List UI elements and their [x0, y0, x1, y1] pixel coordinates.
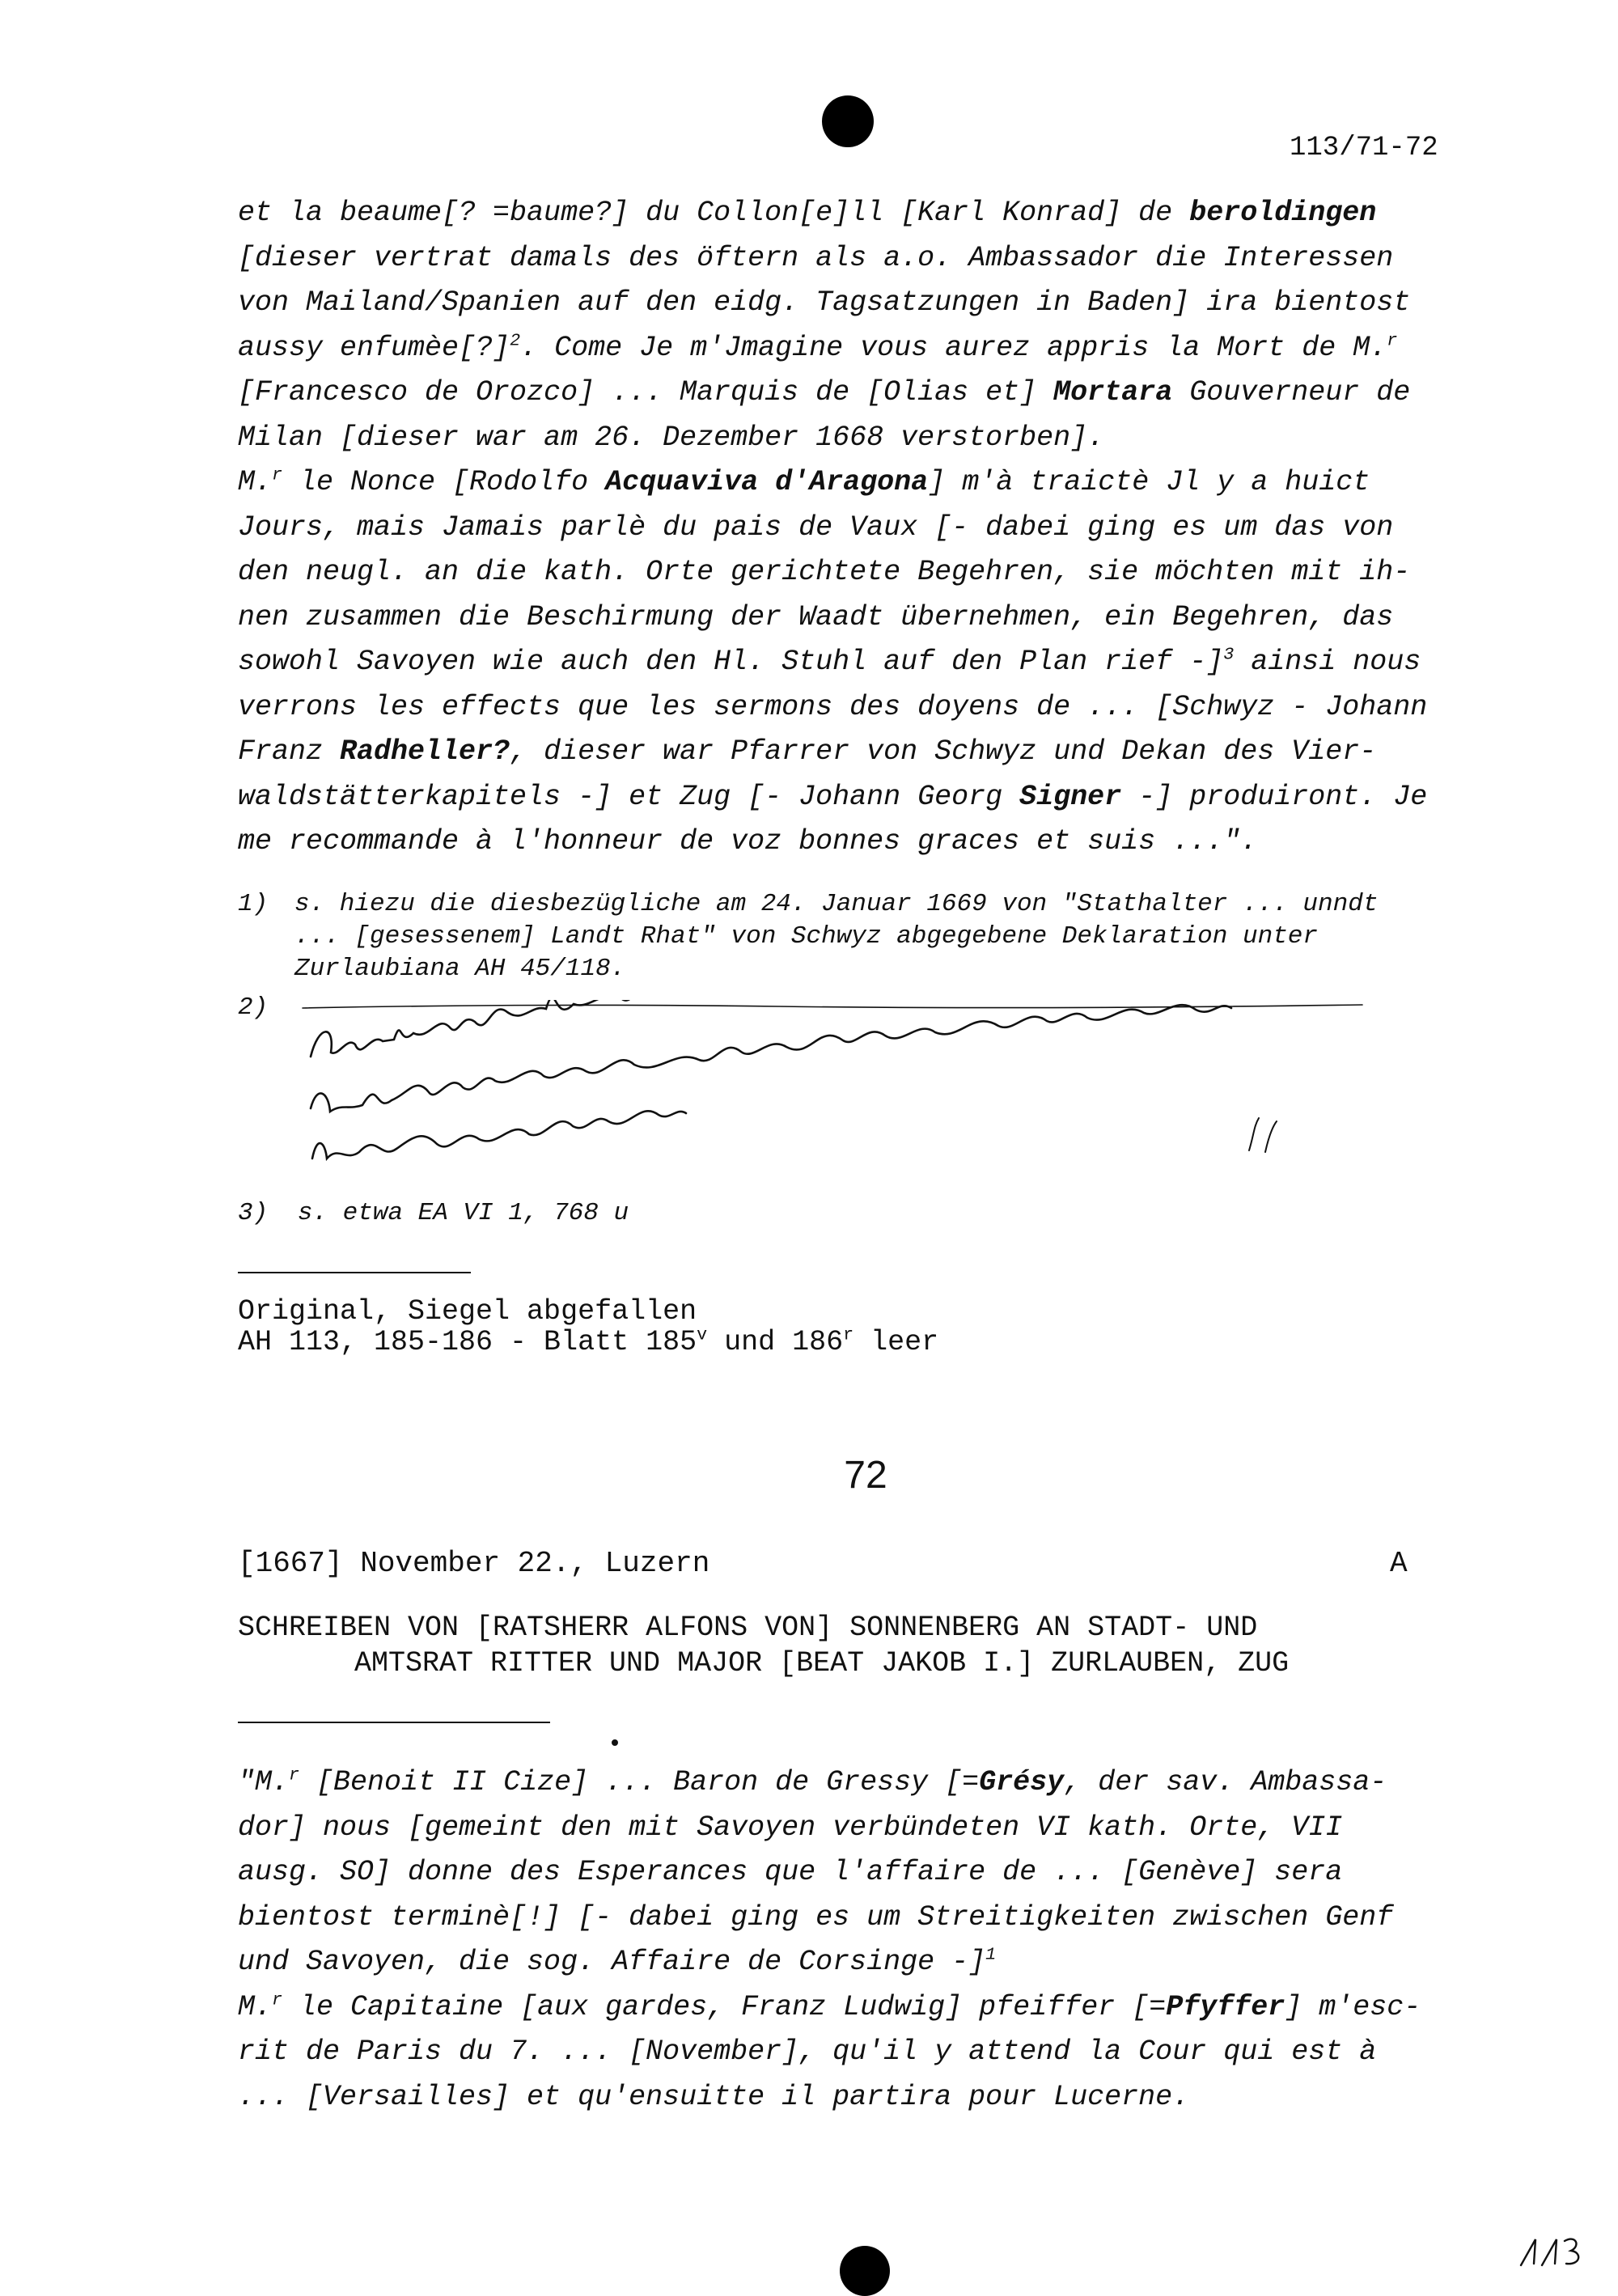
footnote-1-line: Zurlaubiana AH 45/118. — [294, 955, 626, 983]
text-run: rit de Paris du 7. ... [November], qu'il y attend la Cour qui est à — [238, 2035, 1377, 2068]
document-marker: A — [1390, 1547, 1408, 1580]
text-run: -] produiront. Je — [1121, 780, 1428, 813]
document-title-line: SCHREIBEN VON [RATSHERR ALFONS VON] SONNENBERG AN STADT- UND — [238, 1612, 1258, 1644]
text-line — [238, 236, 1500, 282]
document-title — [238, 1610, 1289, 1681]
text-run: den neugl. an die kath. Orte gerichtete Begehren, sie möchten mit ih- — [238, 556, 1411, 588]
text-line — [238, 1985, 1500, 2031]
text-run: und Savoyen, die sog. Affaire de Corsinge -] — [238, 1946, 986, 1978]
text-line — [238, 506, 1500, 551]
text-line — [238, 1850, 1500, 1896]
text-run: , der sav. Ambassa- — [1064, 1766, 1387, 1798]
bold-name: Acquaviva d'Aragona — [605, 466, 929, 498]
text-run: ausg. SO] donne des Esperances que l'affaire de ... [Genève] sera — [238, 1856, 1343, 1888]
text-run: von Mailand/Spanien auf den eidg. Tagsatzungen in Baden] ira bientost — [238, 286, 1411, 319]
footnote-3-number: 3) — [238, 1199, 269, 1227]
text-line — [238, 326, 1500, 371]
text-run: ] m'esc- — [1285, 1990, 1421, 2023]
document-number: 72 — [844, 1454, 887, 1497]
source-line-2-text: und 186 — [707, 1326, 844, 1358]
punch-hole-top — [822, 95, 874, 147]
text-line — [238, 191, 1500, 236]
text-line — [238, 416, 1500, 461]
text-run: . Come Je m'Jmagine vous aurez appris la Mort de M. — [520, 331, 1387, 364]
superscript: 1 — [985, 1944, 997, 1965]
text-run: nen zusammen die Beschirmung der Waadt übernehmen, ein Begehren, das — [238, 600, 1394, 633]
bold-name: beroldingen — [1189, 197, 1377, 229]
footnote-1-number: 1) — [238, 890, 269, 918]
text-run: waldstätterkapitels -] et Zug [- Johann Georg — [238, 780, 1020, 813]
text-run: et la beaume[? =baume?] du Collon[e]ll [Karl Konrad] de — [238, 197, 1190, 229]
text-run: ] m'à traictè Jl y a huict — [928, 466, 1370, 498]
text-line — [238, 820, 1500, 865]
text-run: M. — [238, 1990, 273, 2023]
text-line — [238, 640, 1500, 685]
text-line — [238, 1760, 1500, 1806]
text-line — [238, 2075, 1500, 2120]
superscript: r — [272, 464, 283, 485]
bold-name: Pfyffer — [1166, 1990, 1286, 2023]
text-line — [238, 281, 1500, 326]
bold-name: Signer — [1019, 780, 1122, 813]
text-line — [238, 371, 1500, 416]
text-line — [238, 595, 1500, 641]
text-run: verrons les effects que les sermons des doyens de ... [Schwyz - Johann — [238, 690, 1428, 723]
divider-rule — [238, 1272, 471, 1273]
continuation-text — [238, 191, 1500, 865]
text-line — [238, 730, 1500, 775]
text-run: [Francesco de Orozco] ... Marquis de [Olias et] — [238, 376, 1054, 409]
footnote-3-text: s. etwa EA VI 1, 768 u — [297, 1199, 629, 1227]
page-identifier: 113/71-72 — [1290, 133, 1438, 163]
document-date-place: [1667] November 22., Luzern — [238, 1547, 710, 1580]
bold-name: Radheller? — [340, 735, 510, 768]
handwritten-folio-mark — [1518, 2231, 1586, 2268]
footnote-1 — [238, 888, 1500, 985]
text-run: M. — [238, 466, 273, 498]
superscript: r — [843, 1324, 854, 1345]
text-run: Milan [dieser war am 26. Dezember 1668 verstorben]. — [238, 421, 1105, 454]
text-run: le Nonce [Rodolfo — [282, 466, 606, 498]
text-line — [238, 775, 1500, 820]
superscript: r — [289, 1764, 300, 1786]
source-line-2 — [238, 1324, 939, 1358]
punch-hole-bottom — [840, 2246, 890, 2296]
text-line — [238, 1806, 1500, 1851]
text-run: [Benoit II Cize] ... Baron de Gressy [= — [299, 1766, 980, 1798]
source-line-2-text: AH 113, 185-186 - Blatt 185 — [238, 1326, 697, 1358]
text-line — [238, 460, 1500, 506]
text-run: [dieser vertrat damals des öftern als a.o. Ambassador die Interessen — [238, 241, 1394, 274]
text-line — [238, 685, 1500, 731]
text-run: Franz — [238, 735, 341, 768]
superscript: v — [697, 1324, 708, 1345]
text-line — [238, 1896, 1500, 1941]
text-run: , dieser war Pfarrer von Schwyz und Dekan des Vier- — [510, 735, 1377, 768]
document-title-line: AMTSRAT RITTER UND MAJOR [BEAT JAKOB I.] ZURLAUBEN, ZUG — [354, 1647, 1290, 1680]
text-run: ... [Versailles] et qu'ensuitte il partira pour Lucerne. — [238, 2080, 1190, 2113]
text-run: dor] nous [gemeint den mit Savoyen verbündeten VI kath. Orte, VII — [238, 1811, 1343, 1844]
text-run: bientost terminè[!] [- dabei ging es um Streitigkeiten zwischen Genf — [238, 1900, 1394, 1934]
text-run: aussy enfumèe[?] — [238, 331, 510, 364]
text-run: le Capitaine [aux gardes, Franz Ludwig] pfeiffer [= — [282, 1990, 1167, 2023]
text-run: me recommande à l'honneur de voz bonnes graces et suis ...". — [238, 825, 1258, 858]
text-line — [238, 1940, 1500, 1985]
divider-rule — [238, 1722, 550, 1723]
text-line — [238, 2030, 1500, 2075]
superscript: 2 — [510, 329, 521, 350]
text-run: sowohl Savoyen wie auch den Hl. Stuhl auf den Plan rief -] — [238, 646, 1224, 678]
letter-text — [238, 1760, 1500, 2120]
footnote-1-line: ... [gesessenem] Landt Rhat" von Schwyz abgegebene Deklaration unter — [294, 922, 1319, 951]
handwritten-manuscript-excerpt — [294, 1000, 1370, 1178]
superscript: 3 — [1223, 644, 1235, 665]
text-run: ainsi nous — [1234, 646, 1421, 678]
text-line — [238, 550, 1500, 595]
bold-name: Mortara — [1053, 376, 1173, 409]
source-line-2-text: leer — [853, 1326, 939, 1358]
footnote-1-line: s. hiezu die diesbezügliche am 24. Januar 1669 von "Stathalter ... unndt — [294, 890, 1379, 918]
dot-mark — [612, 1739, 618, 1746]
text-run: "M. — [238, 1766, 290, 1798]
source-note — [238, 1296, 938, 1358]
source-line-1: Original, Siegel abgefallen — [238, 1295, 697, 1328]
text-run: Gouverneur de — [1172, 376, 1411, 409]
superscript: r — [272, 1989, 283, 2010]
bold-name: Grésy — [979, 1766, 1065, 1798]
superscript: r — [1387, 329, 1398, 350]
footnote-3 — [238, 1199, 629, 1227]
text-run: Jours, mais Jamais parlè du pais de Vaux [- dabei ging es um das von — [238, 510, 1394, 544]
footnote-2-number: 2) — [238, 993, 269, 1022]
